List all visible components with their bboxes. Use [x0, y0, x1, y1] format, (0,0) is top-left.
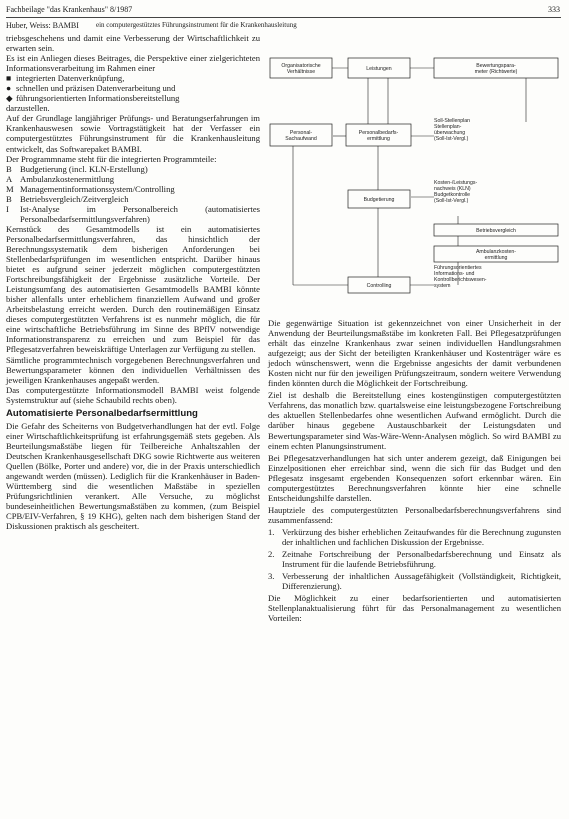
program-text: Ambulanzkostenermittlung: [20, 173, 115, 184]
paragraph: darzustellen.: [6, 103, 50, 114]
running-head-subtitle: ein computergestütztes Führungsinstrument für die Krankenhausleitung: [96, 21, 297, 29]
diagram-note-line: (Soll-Ist-Vergl.): [434, 136, 469, 142]
program-part: [6, 204, 260, 224]
diagram-note-line: Führungsorientiertes: [434, 265, 482, 271]
paragraph: Ziel ist deshalb die Bereitstellung eines kostengünstigen computergestützten Verfahrens, das monatlich bzw. quartalsweise eine leistungsbezogene Fortschreibung des aktuellen Stellenbedarfes ohne wesentlichen Aufwand ermöglicht. Durch die darüber hinaus gegebene Austauschbarkeit der Leistungsdaten und Bewertungsparameter sind Was-Wäre-Wenn-Analysen möglich. So wird BAMBI zu einem echten Planungsinstrument.: [268, 390, 561, 451]
diagram-box-label: Personalbedarfs-: [358, 129, 399, 136]
diagram-box-label: meter (Richtwerte): [474, 68, 518, 75]
diagram-box-label: Organisatorische: [281, 62, 321, 69]
diagram-box-leist: [348, 58, 410, 78]
bullet-text: integrierten Datenverknüpfung,: [16, 73, 125, 84]
list-item: [268, 527, 561, 547]
paragraph: Es ist ein Anliegen dieses Beitrages, die Perspektive einer zielgerichteten Informationsverarbeitung im Rahmen einer: [6, 53, 260, 74]
list-text: Zeitnahe Fortschreibung der Personalbedarfsberechnung und Einsatz als Instrument für die laufende Betriebsführung.: [282, 549, 561, 570]
diagram-box-label: Betriebsvergleich: [476, 227, 516, 234]
program-text: Ist-Analyse im Personalbereich (automatisiertes Personalbedarfsermittlungsverfahren): [20, 203, 260, 224]
diagram-note-line: überwachung: [434, 130, 466, 136]
paragraph: Auf der Grundlage langjähriger Prüfungs- und Beratungserfahrungen im Krankenhauswesen sowie Vortragstätigkeit hat der Verfasser ein computergestütztes Führungsinstrument für die Krankenhausleitung entwickelt, das Softwarepaket BAMBI.: [6, 113, 260, 154]
diagram-note-line: Informations- und: [434, 271, 475, 277]
diagram-box-bv: [434, 224, 558, 236]
program-text: Budgetierung (incl. KLN-Erstellung): [20, 163, 148, 174]
diagram-box-budget: [348, 190, 410, 208]
diagram-box-label: Budgetierung: [363, 196, 395, 203]
diagram-box-bew: [434, 58, 558, 78]
bullet-item: [6, 93, 260, 103]
program-text: Managementinformationssystem/Controlling: [20, 183, 175, 194]
diagram-note-line: nachweis (KLN): [434, 186, 471, 192]
diagram-box-label: Bewertungspara-: [476, 62, 516, 69]
diagram-note-line: Kosten-/Leistungs-: [434, 180, 478, 186]
list-number: 3.: [268, 571, 275, 582]
list-text: Verbesserung der inhaltlichen Aussagefähigkeit (Vollständigkeit, Richtigkeit, Differenzierung).: [282, 571, 561, 592]
paragraph: Kernstück des Gesamtmodells ist ein automatisiertes Personalbedarfsermittlungsverfahren, das hinsichtlich der Berechnungssystematik dem bisherigen Anforderungen bei Stellenbedarfsprüfungen im wesentlichen entspricht. Darüber hinaus bietet es aufgrund seiner jederzeit möglichen computergestützten Fortschreibungsfähigkeit der Ergebnisse zusätzliche Vorteile. Der Leistungsumfang des automatisierten Gesamtmodells BAMBI könnte bisher allenfalls unter erheblichem finanziellem Aufwand und großer Arbeitsbelastung erreicht werden. Durch den routinemäßigen Einsatz dieses computergestützten Verfahrens ist es nunmehr möglich, die für eine wirtschaftliche Betriebsführung im Sinne des BPflV notwendige Informationstransparenz zu erreichen und zum Beispiel für das Pflegesatzverfahren beweiskräftige Unterlagen zur Verfügung zu stellen.: [6, 223, 260, 355]
paragraph: Hauptziele des computergestützten Personalbedarfsberechnungsverfahrens sind zusammenfassend:: [268, 504, 561, 525]
paragraph: Die Möglichkeit zu einer bedarfsorientierten und automatisierten Stellenplanaktualisierung führt für das Personalmanagement zu wesentlichen Vorteilen:: [268, 593, 561, 624]
list-number: 2.: [268, 549, 275, 560]
diagram-box-label: Personal-: [289, 129, 313, 136]
diagram-box-org: [270, 58, 332, 78]
diagram-box-pbe: [346, 124, 411, 146]
bullet-text: schnellen und präzisen Datenverarbeitung und: [16, 83, 176, 94]
paragraph: Der Programmname steht für die integrierten Programmteile:: [6, 153, 217, 164]
running-head-authors: Huber, Weiss: BAMBI: [6, 21, 79, 30]
diagram-box-label: ermittlung: [484, 254, 508, 261]
diagram-box-label: Verhältnisse: [286, 68, 316, 75]
program-letter: B: [6, 193, 12, 204]
diagram-note-line: (Soll-Ist-Vergl.): [434, 198, 469, 204]
program-letter: M: [6, 183, 14, 194]
paragraph: triebsgeschehens und damit eine Verbesserung der Wirtschaftlichkeit zu erwarten sein.: [6, 33, 260, 54]
diagram-note-line: Stellenplan-: [434, 124, 462, 130]
page-number: 333: [548, 5, 560, 14]
bullet-text: führungsorientierten Informationsbereitstellung: [16, 93, 180, 104]
right-column: [268, 318, 561, 623]
diagram-box-contr: [348, 277, 410, 293]
bullet-marker: ■: [6, 73, 12, 84]
list-item: [268, 571, 561, 591]
journal-header: Fachbeilage "das Krankenhaus" 8/1987: [6, 5, 133, 14]
paragraph: Die gegenwärtige Situation ist gekennzeichnet von einer Unsicherheit in der Anwendung der Beurteilungsmaßstäbe im konkreten Fall. Bei Pflegesatzprüfungen erhält das einzelne Krankenhaus zwar seinen individuellen Handlungsrahmen aufgezeigt; aus der Sicht der beteiligten Krankenhäuser und Kostenträger wäre es jedoch wünschenswert, wenn die Ergebnisse angesichts der damit verbundenen Kosten nicht nur für den jeweiligen Prüfungszeitraum, sondern weitere Verwendung finden könnten durch die Möglichkeit der Fortschreibung.: [268, 318, 561, 389]
diagram-box-pers: [270, 124, 332, 146]
diagram-box-amb: [434, 246, 558, 262]
program-letter: I: [6, 203, 9, 214]
program-letter: A: [6, 173, 13, 184]
diagram-note-line: Budgetkontrolle: [434, 192, 471, 198]
program-letter: B: [6, 163, 12, 174]
diagram-note-line: Soll-Stellenplan: [434, 118, 471, 124]
list-text: Verkürzung des bisher erheblichen Zeitaufwandes für die Berechnung zugunsten der inhaltlichen und fachlichen Diskussion der Ergebnisse.: [282, 526, 561, 547]
diagram-note-line: system: [434, 283, 451, 289]
paragraph: Bei Pflegesatzverhandlungen hat sich unter anderem gezeigt, daß Einigungen bei Einzelpositionen eher erreichbar sind, wenn die sich für das Budget und den Pflegesatz insgesamt ergebenden Konsequenzen sofort erkennbar wären. Ein computergestütztes Berechnungsverfahren könnte hier eine schnelle Entscheidungshilfe darstellen.: [268, 452, 561, 503]
bullet-marker: ●: [6, 83, 12, 94]
program-part: [6, 164, 260, 174]
diagram-box-label: Sachaufwand: [285, 135, 317, 142]
program-part: [6, 174, 260, 184]
bullet-item: [6, 73, 260, 83]
paragraph: Sämtliche programmtechnisch vorgegebenen Berechnungsverfahren und Bewertungsparameter können den individuellen Verhältnissen des jeweiligen Krankenhauses angepaßt werden.: [6, 354, 260, 385]
left-column: [6, 33, 260, 531]
diagram-box-label: ermittlung: [367, 135, 390, 142]
diagram-box-label: Leistungen: [366, 65, 392, 72]
system-structure-diagram: [268, 56, 562, 314]
list-item: [268, 549, 561, 569]
section-heading: Automatisierte Personalbedarfsermittlung: [6, 407, 198, 419]
diagram-note-line: Kontrollberichtswesen-: [434, 277, 487, 283]
bullet-item: [6, 83, 260, 93]
paragraph: Das computergestützte Informationsmodell BAMBI weist folgende Systemstruktur auf (siehe Schaubild rechts oben).: [6, 384, 260, 405]
program-part: [6, 184, 260, 194]
list-number: 1.: [268, 526, 275, 537]
diagram-box-label: Controlling: [366, 282, 392, 289]
program-part: [6, 194, 260, 204]
bullet-marker: ◆: [6, 93, 13, 104]
paragraph: Die Gefahr des Scheiterns von Budgetverhandlungen hat der evtl. Folge einer Wirtschaftlichkeitsprüfung ist erfahrungsgemäß stets gegeben. Als Beurteilungsmaßstäbe liegen für Teilbereiche Anhaltszahlen der Deutschen Krankenhausgesellschaft DKG sowie Richtwerte aus weiteren Quellen (Bölke, Porter und andere) vor, die in der Praxis unterschiedlich angewandt werden (müssen). Lediglich für die Krankenhäuser in Baden-Württemberg sind die wesentlichen Maßstäbe in speziellen Prüfungsrichtlinien verankert. Alle Versuche, zu möglichst bundeseinheitlichen Bewertungsmaßstäben zu kommen, (zum Beispiel CPB/EIV-Verfahren, § 19 KHG), gelten nach dem bisherigen Stand der Diskussionen praktisch als gescheitert.: [6, 420, 260, 532]
header-rule: [6, 17, 561, 18]
program-text: Betriebsvergleich/Zeitvergleich: [20, 193, 129, 204]
diagram-box-label: Ambulanzkosten-: [475, 248, 517, 255]
